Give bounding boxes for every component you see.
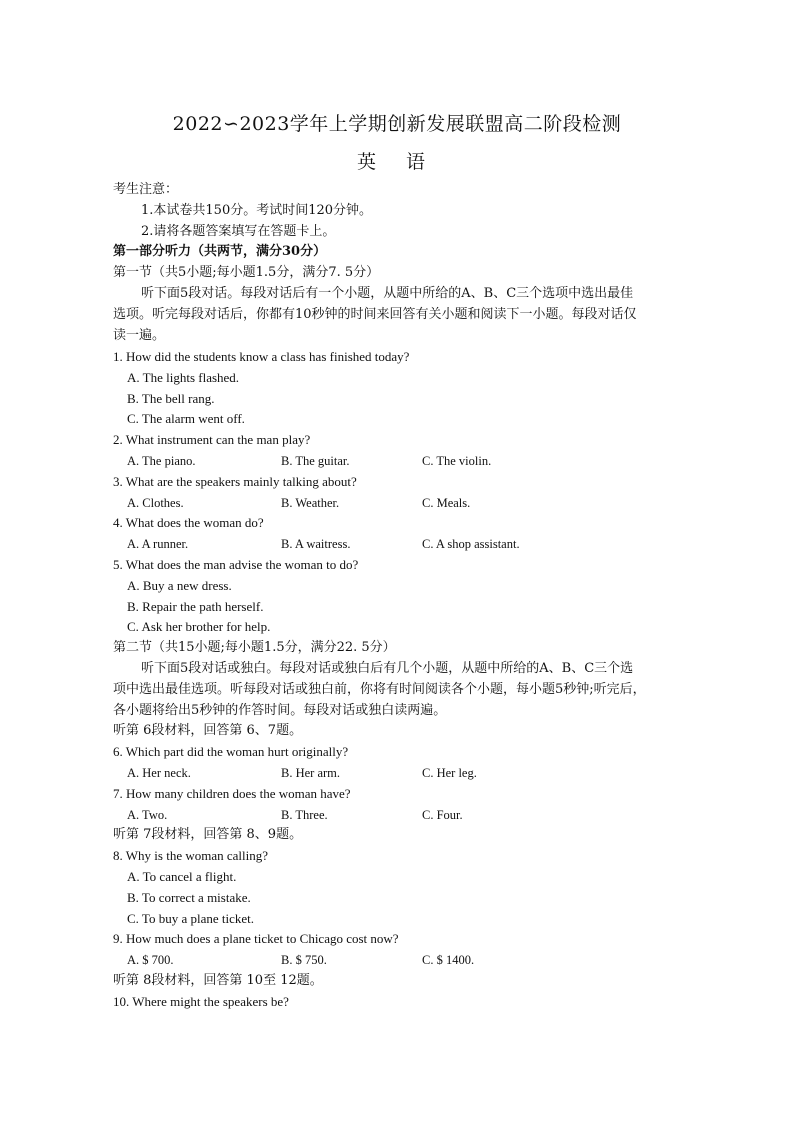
notice-item-1: 1.本试卷共150分。考试时间120分钟。 (141, 203, 373, 218)
section2-instructions-end: 各小题将给出5秒钟的作答时间。每段对话或独白读两遍。 (113, 703, 447, 718)
q6-option-b: B. Her arm. (281, 766, 341, 780)
q1-option-b: B. The bell rang. (127, 391, 215, 406)
question-7: 7. How many children does the woman have? (113, 786, 351, 801)
part1-heading: 第一部分听力（共两节，满分30分） (113, 244, 327, 259)
q3-option-b: B. Weather. (281, 496, 340, 510)
material-7-note: 听第 7段材料，回答第 8、9题。 (113, 827, 303, 842)
notice-item-2: 2.请将各题答案填写在答题卡上。 (141, 224, 336, 239)
material-8-note: 听第 8段材料，回答第 10至 12题。 (113, 973, 323, 988)
question-8: 8. Why is the woman calling? (113, 848, 269, 863)
q1-option-c: C. The alarm went off. (127, 411, 245, 426)
q1-option-a: A. The lights flashed. (127, 370, 240, 385)
q6-option-c: C. Her leg. (422, 766, 477, 780)
question-4: 4. What does the woman do? (113, 515, 264, 530)
section1-instructions-cont: 选项。听完每段对话后，你都有10秒钟的时间来回答有关小题和阅读下一小题。每段对话仅 (113, 307, 637, 322)
section2-heading: 第二节（共15小题;每小题1.5分，满分22. 5分） (113, 640, 396, 655)
q5-option-b: B. Repair the path herself. (127, 599, 264, 614)
section1-heading: 第一节（共5小题;每小题1.5分，满分7. 5分） (113, 265, 380, 280)
q6-option-a: A. Her neck. (127, 766, 191, 780)
question-10: 10. Where might the speakers be? (113, 994, 289, 1009)
section2-instructions-cont: 项中选出最佳选项。听每段对话或独白前，你将有时间阅读各个小题，每小题5秒钟;听完后， (113, 682, 646, 697)
section1-instructions-end: 读一遍。 (113, 328, 166, 343)
q4-option-a: A. A runner. (127, 537, 189, 551)
q4-option-b: B. A waitress. (281, 537, 351, 551)
q3-option-a: A. Clothes. (127, 496, 184, 510)
material-6-note: 听第 6段材料，回答第 6、7题。 (113, 723, 303, 738)
page-title: 2022∽2023学年上学期创新发展联盟高二阶段检测 (172, 113, 622, 135)
q2-option-c: C. The violin. (422, 454, 492, 468)
question-5: 5. What does the man advise the woman to do? (113, 557, 359, 572)
q2-option-a: A. The piano. (127, 454, 196, 468)
section2-instructions: 听下面5段对话或独白。每段对话或独白后有几个小题，从题中所给的A、B、C三个选 (141, 661, 634, 676)
question-9: 9. How much does a plane ticket to Chicago cost now? (113, 931, 399, 946)
q5-option-a: A. Buy a new dress. (127, 578, 232, 593)
q7-option-a: A. Two. (127, 808, 168, 822)
question-1: 1. How did the students know a class has finished today? (113, 349, 410, 364)
q4-option-c: C. A shop assistant. (422, 537, 520, 551)
subject-title: 英 语 (356, 151, 438, 173)
q8-option-c: C. To buy a plane ticket. (127, 911, 255, 926)
question-6: 6. Which part did the woman hurt originally? (113, 744, 349, 759)
q9-option-c: C. $ 1400. (422, 953, 475, 967)
q8-option-b: B. To correct a mistake. (127, 890, 251, 905)
question-3: 3. What are the speakers mainly talking about? (113, 474, 357, 489)
section1-instructions: 听下面5段对话。每段对话后有一个小题，从题中所给的A、B、C三个选项中选出最佳 (141, 286, 634, 301)
notice-heading: 考生注意： (113, 182, 179, 197)
question-2: 2. What instrument can the man play? (113, 432, 311, 447)
q7-option-c: C. Four. (422, 808, 463, 822)
q2-option-b: B. The guitar. (281, 454, 350, 468)
q8-option-a: A. To cancel a flight. (127, 869, 237, 884)
q9-option-b: B. $ 750. (281, 953, 327, 967)
q9-option-a: A. $ 700. (127, 953, 174, 967)
q7-option-b: B. Three. (281, 808, 328, 822)
q3-option-c: C. Meals. (422, 496, 471, 510)
q5-option-c: C. Ask her brother for help. (127, 619, 271, 634)
